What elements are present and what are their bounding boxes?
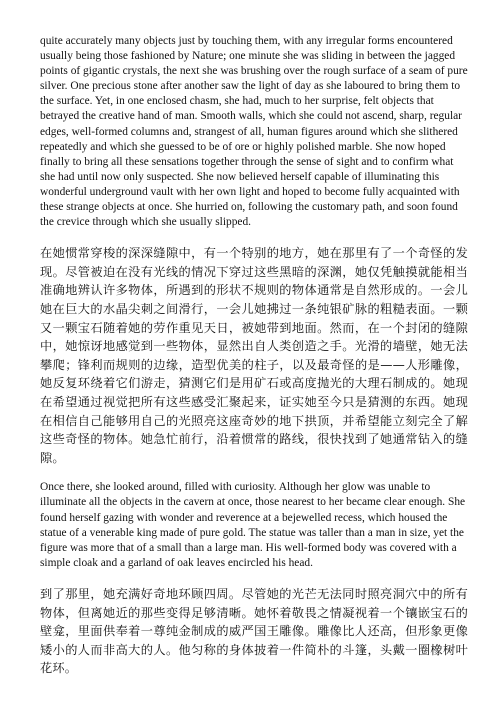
document-page	[40, 34, 468, 678]
chinese-paragraph-1: 在她惯常穿梭的深深缝隙中，有一个特别的地方，她在那里有了一个奇怪的发现。尽管被迫在没有光线的情况下穿过这些黑暗的深渊，她仅凭触摸就能相当准确地辨认许多物体，所遇到的形状不规则的物体通常是自然形成的。一会儿她在巨大的水晶尖刺之间滑行，一会儿她拂过一条纯银矿脉的粗糙表面。一颗又一颗宝石随着她的劳作重见天日，被她带到地面。然而，在一个封闭的缝隙中，她惊讶地感觉到一些物体，显然出自人类创造之手。光滑的墙壁，她无法攀爬；锋利而规则的边缘，造型优美的柱子，以及最奇怪的是——人形雕像，她反复环绕着它们游走，猜测它们是用矿石或高度抛光的大理石制成的。她现在希望通过视觉把所有这些感受汇聚起来，证实她至今只是猜测的东西。她现在相信自己能够用自己的光照亮这座奇妙的地下拱顶，并希望能立刻完全了解这些奇怪的物体。她急忙前行，沿着惯常的路线，很快找到了她通常钻入的缝隙。	[40, 246, 468, 465]
english-paragraph-1: quite accurately many objects just by touching them, with any irregular forms encountered usually being those fashioned by Nature; one minute she was sliding in between the jagged points of gigantic crystals, the next she was brushing over the rough surface of a seam of pure silver. One precious stone after another saw the light of day as she laboured to bring them to the surface. Yet, in one enclosed chasm, she had, much to her surprise, felt objects that betrayed the creative hand of man. Smooth walls, which she could not ascend, sharp, regular edges, well-formed columns and, strangest of all, human figures around which she slithered repeatedly and which she guessed to be of ore or highly polished marble. She now hoped finally to bring all these sensations together through the sense of sight and to confirm what she had until now only suspected. She now believed herself capable of illuminating this wonderful underground vault with her own light and hoped to become fully acquainted with these strange objects at once. She hurried on, following the customary path, and soon found the crevice through which she usually slipped.	[40, 35, 468, 229]
chinese-paragraph-2: 到了那里，她充满好奇地环顾四周。尽管她的光芒无法同时照亮洞穴中的所有物体，但离她近的那些变得足够清晰。她怀着敬畏之情凝视着一个镶嵌宝石的壁龛，里面供奉着一尊纯金制成的威严国王雕像。雕像比人还高，但形象更像矮小的人而非高大的人。他匀称的身体披着一件简朴的斗篷，头戴一圈橡树叶花环。	[40, 586, 468, 676]
english-paragraph-2: Once there, she looked around, filled with curiosity. Although her glow was unable to illuminate all the objects in the cavern at once, those nearest to her became clear enough. She found herself gazing with wonder and reverence at a bejewelled recess, which housed the statue of a venerable king made of pure gold. The statue was taller than a man in size, yet the figure was more that of a small than a large man. His well-formed body was covered with a simple cloak and a garland of oak leaves encircled his head.	[40, 481, 466, 569]
